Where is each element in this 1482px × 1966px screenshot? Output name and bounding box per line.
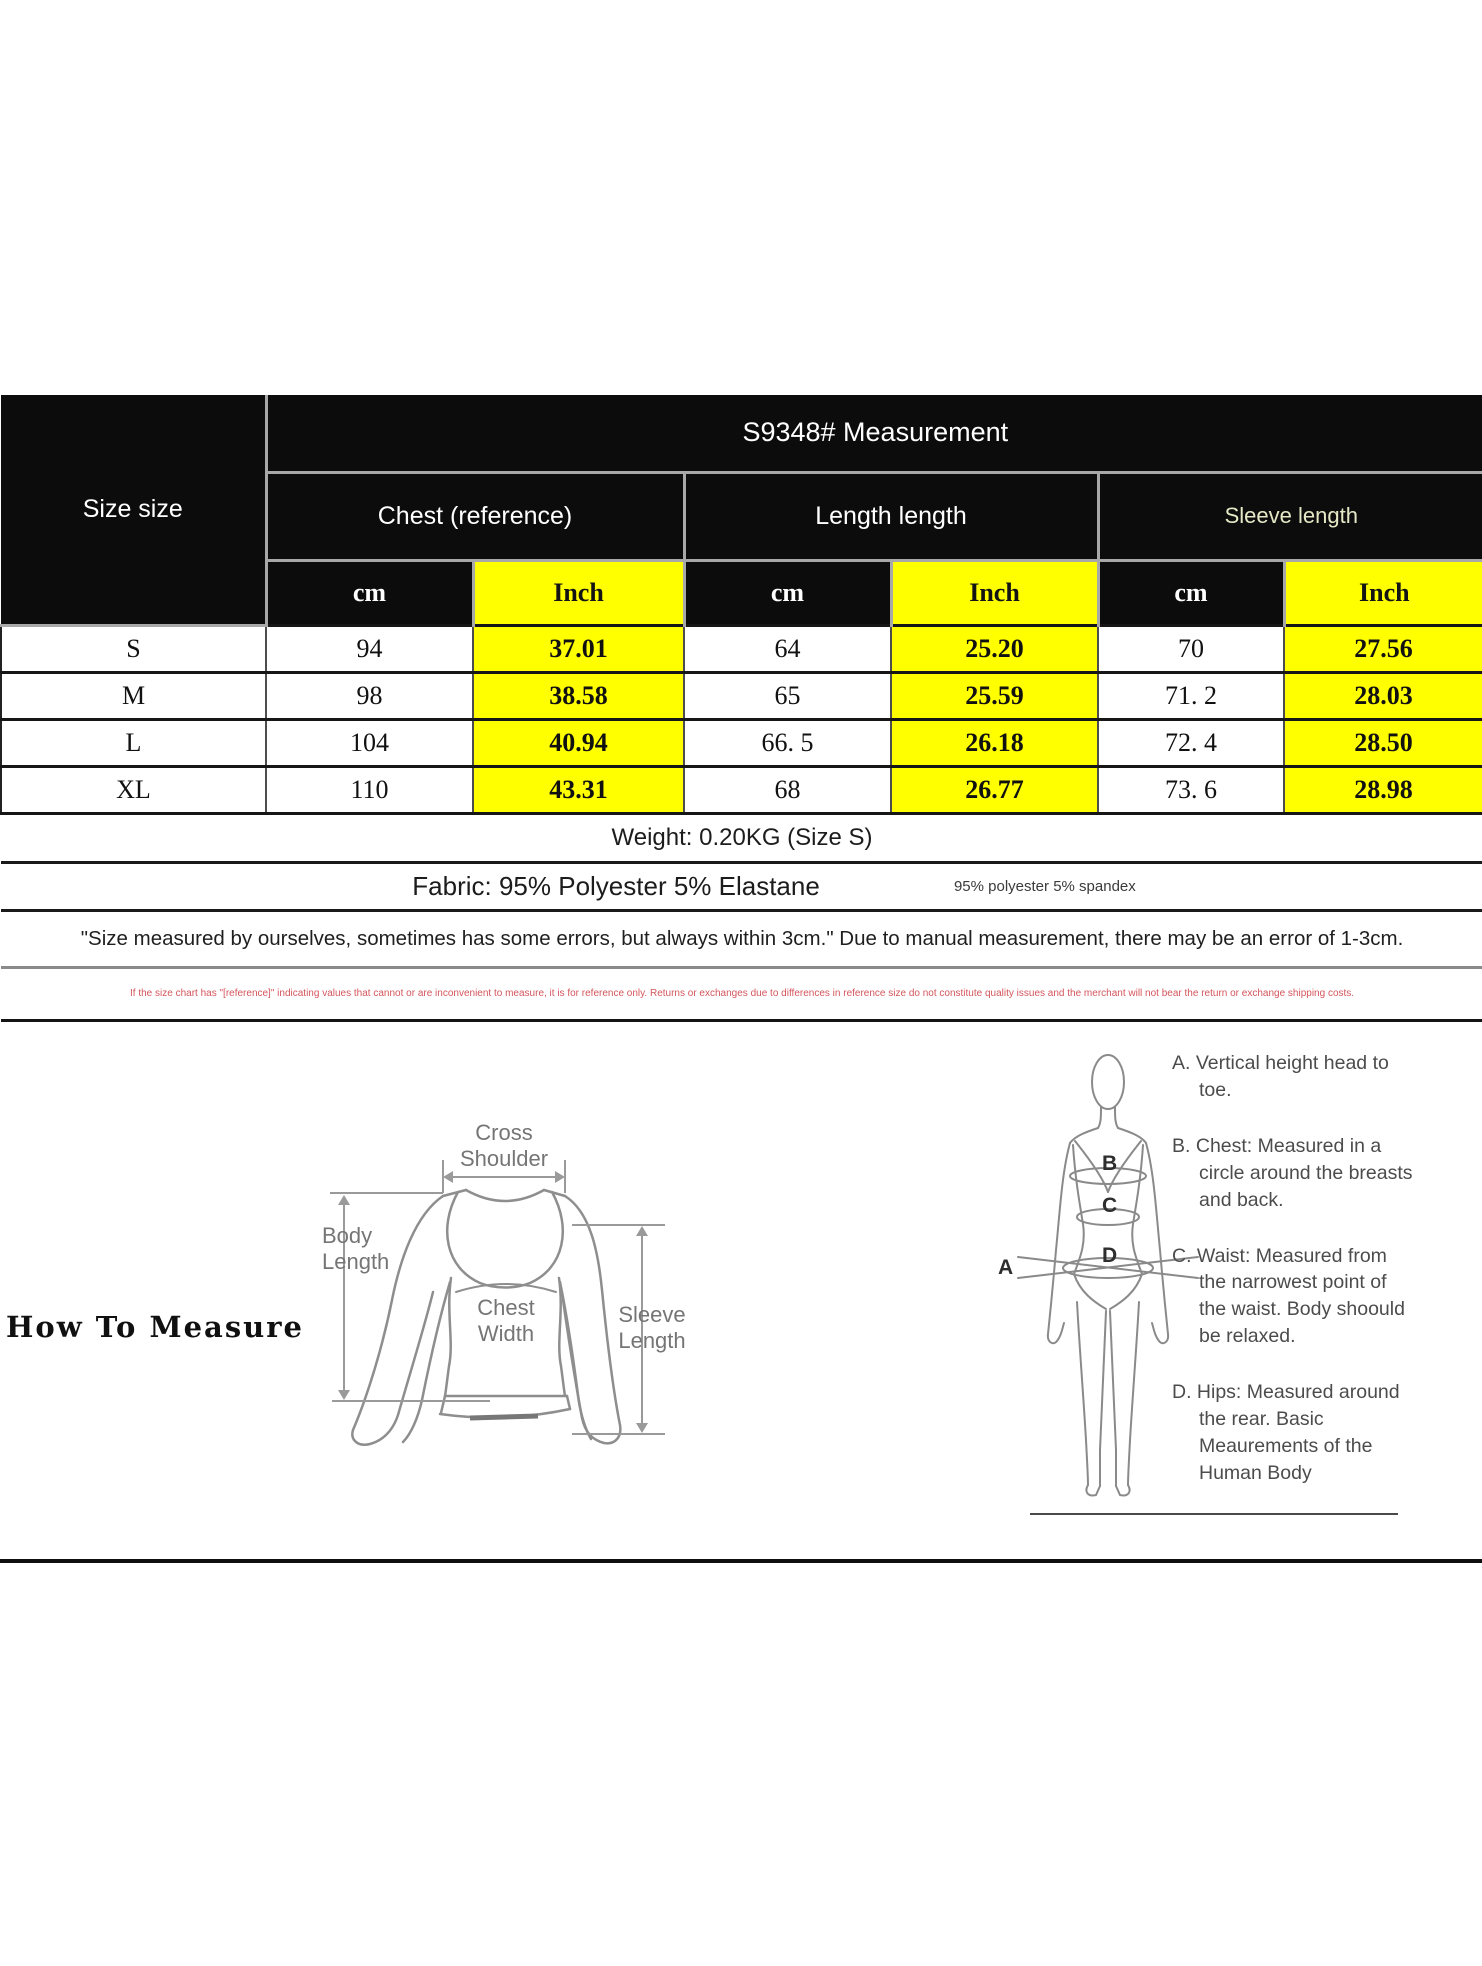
weight-note: Weight: 0.20KG (Size S) bbox=[1, 813, 1482, 862]
value-cell: 71. 2 bbox=[1098, 672, 1284, 719]
section-bottom-divider bbox=[0, 1559, 1482, 1563]
fabric-note: Fabric: 95% Polyester 5% Elastane bbox=[412, 870, 820, 901]
value-cell: 43.31 bbox=[473, 766, 684, 813]
value-cell: 73. 6 bbox=[1098, 766, 1284, 813]
value-cell: 26.18 bbox=[891, 719, 1098, 766]
value-cell: 94 bbox=[266, 625, 473, 672]
unit-header-cm: cm bbox=[1098, 560, 1284, 625]
value-cell: 28.50 bbox=[1284, 719, 1482, 766]
value-cell: 72. 4 bbox=[1098, 719, 1284, 766]
instruction-letter: C. bbox=[1172, 1244, 1192, 1267]
instruction-text: Chest: Measured in a circle around the breasts and back. bbox=[1195, 1134, 1413, 1211]
chest-width-label-line1: Chest bbox=[477, 1295, 535, 1320]
instruction-letter: B. bbox=[1172, 1134, 1191, 1157]
table-row bbox=[1, 625, 1482, 672]
measurement-table bbox=[0, 395, 1482, 1022]
instruction-letter: D. bbox=[1172, 1381, 1192, 1404]
chest-width-label-line2: Width bbox=[477, 1321, 535, 1346]
unit-header-cm: cm bbox=[684, 560, 891, 625]
value-cell: 98 bbox=[266, 672, 473, 719]
reference-disclaimer: If the size chart has "[reference]" indicating values that cannot or are inconvenient to measure, it is for reference only. Returns or exchanges due to differences in reference size do not constitute quality issues and the merchant will not bear the return or exchange shipping costs. bbox=[1, 967, 1482, 1020]
body-sketch bbox=[1018, 1055, 1198, 1495]
group-header-chest: Chest (reference) bbox=[266, 472, 684, 560]
table-title: S9348# Measurement bbox=[266, 395, 1482, 472]
cross-shoulder-label-line1: Cross bbox=[475, 1120, 533, 1145]
hem-shade-line bbox=[470, 1416, 538, 1418]
size-label: XL bbox=[1, 766, 266, 813]
size-label: L bbox=[1, 719, 266, 766]
value-cell: 38.58 bbox=[473, 672, 684, 719]
value-cell: 68 bbox=[684, 766, 891, 813]
instruction-text: Hips: Measured around the rear. Basic Meaurements of the Human Body bbox=[1196, 1381, 1400, 1484]
value-cell: 27.56 bbox=[1284, 625, 1482, 672]
fabric-row bbox=[1, 862, 1482, 910]
value-cell: 66. 5 bbox=[684, 719, 891, 766]
instruction-item-b bbox=[1172, 1133, 1418, 1214]
instructions-underline bbox=[1030, 1513, 1398, 1515]
body-length-label-line1: Body bbox=[322, 1223, 373, 1248]
value-cell: 26.77 bbox=[891, 766, 1098, 813]
instruction-item-d bbox=[1172, 1379, 1418, 1487]
unit-header-inch: Inch bbox=[891, 560, 1098, 625]
measurement-table-wrap bbox=[0, 395, 1482, 1022]
unit-header-inch: Inch bbox=[473, 560, 684, 625]
value-cell: 104 bbox=[266, 719, 473, 766]
fabric-note-small: 95% polyester 5% spandex bbox=[953, 877, 1136, 895]
value-cell: 28.98 bbox=[1284, 766, 1482, 813]
instruction-item-c bbox=[1172, 1243, 1418, 1351]
value-cell: 28.03 bbox=[1284, 672, 1482, 719]
how-to-measure-heading: How To Measure bbox=[6, 1310, 304, 1344]
sleeve-length-label-line1: Sleeve bbox=[618, 1302, 686, 1327]
garment-measure-diagram bbox=[280, 1100, 760, 1480]
instruction-letter: A. bbox=[1172, 1052, 1191, 1074]
unit-header-cm: cm bbox=[266, 560, 473, 625]
size-label: M bbox=[1, 672, 266, 719]
waist-marker-label: C bbox=[1102, 1194, 1118, 1217]
table-row bbox=[1, 719, 1482, 766]
value-cell: 65 bbox=[684, 672, 891, 719]
body-length-label-line2: Length bbox=[322, 1249, 390, 1274]
size-column-header: Size size bbox=[1, 395, 266, 625]
value-cell: 25.20 bbox=[891, 625, 1098, 672]
tolerance-note: "Size measured by ourselves, sometimes has some errors, but always within 3cm." Due to manual measurement, there may be an error of 1-3cm. bbox=[1, 910, 1482, 967]
value-cell: 37.01 bbox=[473, 625, 684, 672]
table-row bbox=[1, 766, 1482, 813]
instruction-item-a bbox=[1172, 1050, 1418, 1104]
bust-marker-label: B bbox=[1102, 1152, 1118, 1175]
hip-marker-label: D bbox=[1102, 1244, 1118, 1267]
size-label: S bbox=[1, 625, 266, 672]
table-row bbox=[1, 672, 1482, 719]
value-cell: 25.59 bbox=[891, 672, 1098, 719]
cross-shoulder-label-line2: Shoulder bbox=[459, 1146, 549, 1171]
height-marker-label: A bbox=[998, 1256, 1014, 1279]
value-cell: 70 bbox=[1098, 625, 1284, 672]
instruction-text: Waist: Measured from the narrowest point of the waist. Body shoould be relaxed. bbox=[1196, 1244, 1405, 1348]
measure-instructions bbox=[1172, 1050, 1418, 1516]
group-header-sleeve: Sleeve length bbox=[1098, 472, 1482, 560]
value-cell: 64 bbox=[684, 625, 891, 672]
unit-header-inch: Inch bbox=[1284, 560, 1482, 625]
value-cell: 40.94 bbox=[473, 719, 684, 766]
sleeve-length-label-line2: Length bbox=[618, 1328, 686, 1353]
value-cell: 110 bbox=[266, 766, 473, 813]
instruction-text: Vertical height head to toe. bbox=[1195, 1052, 1389, 1101]
group-header-length: Length length bbox=[684, 472, 1098, 560]
